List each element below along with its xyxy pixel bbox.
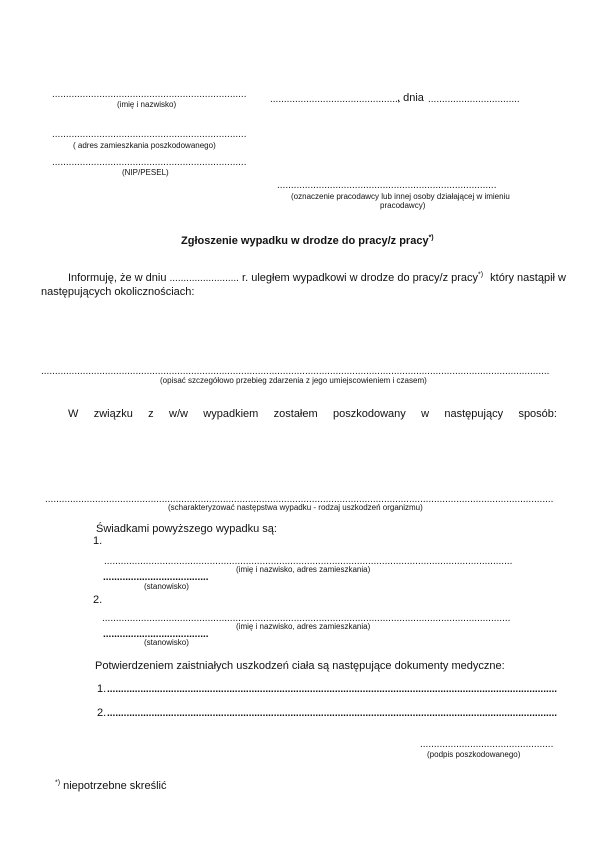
- name-dotted-line[interactable]: ......................................................................: [52, 89, 247, 100]
- accident-date-dotted-line[interactable]: .........................: [169, 273, 239, 284]
- nip-dotted-line[interactable]: ......................................................................: [52, 157, 247, 168]
- injury-word: w/w: [169, 408, 188, 420]
- intro-line-1: [68, 271, 566, 286]
- description-caption: (opisać szczegółowo przebieg zdarzenia z jego umiejscowieniem i czasem): [160, 376, 427, 385]
- date-dotted-line[interactable]: .................................: [428, 94, 520, 105]
- medical-2-dotted-line[interactable]: ..................................................................................................................................................................: [107, 708, 558, 719]
- name-caption: (imię i nazwisko): [117, 100, 177, 109]
- title-text: Zgłoszenie wypadku w drodze do pracy/z pracy: [181, 235, 429, 247]
- injury-word: poszkodowany: [333, 408, 406, 420]
- signature-dotted-line[interactable]: ................................................: [420, 739, 554, 750]
- injury-word: związku: [93, 408, 133, 420]
- intro-text-c: który nastąpił w: [490, 272, 566, 284]
- footnote-text: niepotrzebne skreślić: [63, 780, 167, 792]
- title-footnote-mark: *): [428, 234, 434, 242]
- injury-word: sposób:: [518, 408, 557, 420]
- signature-caption: (podpis poszkodowanego): [427, 750, 521, 759]
- nip-caption: (NIP/PESEL): [122, 168, 169, 177]
- address-caption: ( adres zamieszkania poszkodowanego): [73, 141, 216, 150]
- employer-caption-line1: (oznaczenie pracodawcy lub innej osoby działającej w imieniu: [291, 192, 510, 201]
- injury-sentence: [68, 407, 557, 421]
- employer-dotted-line[interactable]: ...............................................................................: [277, 180, 497, 191]
- intro-footnote-mark: *): [478, 271, 484, 279]
- employer-caption-line2: pracodawcy): [380, 201, 426, 210]
- witness-1-name-dotted-line[interactable]: ...................................................................................................................................................: [104, 556, 513, 567]
- medical-1-number: 1.: [97, 683, 107, 695]
- intro-text-b: r. uległem wypadkowi w drodze do pracy/z pracy: [242, 272, 479, 284]
- medical-1-dotted-line[interactable]: ..................................................................................................................................................................: [107, 684, 558, 695]
- witness-2-position-caption: (stanowisko): [144, 638, 189, 647]
- intro-text-a: Informuję, że w dniu: [68, 272, 167, 284]
- injury-word: w: [421, 408, 430, 420]
- witness-1-name-caption: (imię i nazwisko, adres zamieszkania): [236, 565, 371, 574]
- intro-line-2: następujących okolicznościach:: [41, 286, 195, 298]
- witnesses-heading: Świadkami powyższego wypadku są:: [96, 523, 277, 535]
- injury-caption: (scharakteryzować następstwa wypadku - rodzaj uszkodzeń organizmu): [168, 503, 423, 512]
- witness-1-position-caption: (stanowisko): [144, 582, 189, 591]
- injury-word: wypadkiem: [203, 408, 259, 420]
- injury-word: następujący: [444, 408, 504, 420]
- witness-2-name-dotted-line[interactable]: ...................................................................................................................................................: [102, 613, 511, 624]
- date-label: , dnia: [397, 92, 424, 104]
- injury-dotted-line[interactable]: .......................................................................................................................................................................................: [45, 494, 554, 505]
- description-dotted-line[interactable]: .......................................................................................................................................................................................: [41, 366, 550, 377]
- injury-word: z: [148, 408, 154, 420]
- injury-word: zostałem: [273, 408, 318, 420]
- address-dotted-line[interactable]: ......................................................................: [52, 129, 247, 140]
- document-title: [181, 234, 434, 248]
- injury-word: W: [68, 408, 79, 420]
- footnote-mark: *): [55, 779, 61, 787]
- witness-1-number: 1.: [93, 535, 103, 547]
- witness-2-position-dotted-line[interactable]: ......................................: [103, 629, 209, 640]
- witness-2-name-caption: (imię i nazwisko, adres zamieszkania): [236, 622, 371, 631]
- medical-heading: Potwierdzeniem zaistniałych uszkodzeń ciała są następujące dokumenty medyczne:: [95, 660, 505, 672]
- medical-2-number: 2.: [97, 707, 107, 719]
- witness-2-number: 2.: [93, 594, 103, 606]
- place-dotted-line[interactable]: ...............................................: [270, 94, 401, 105]
- witness-1-position-dotted-line[interactable]: ......................................: [103, 572, 209, 583]
- footnote: [55, 779, 166, 793]
